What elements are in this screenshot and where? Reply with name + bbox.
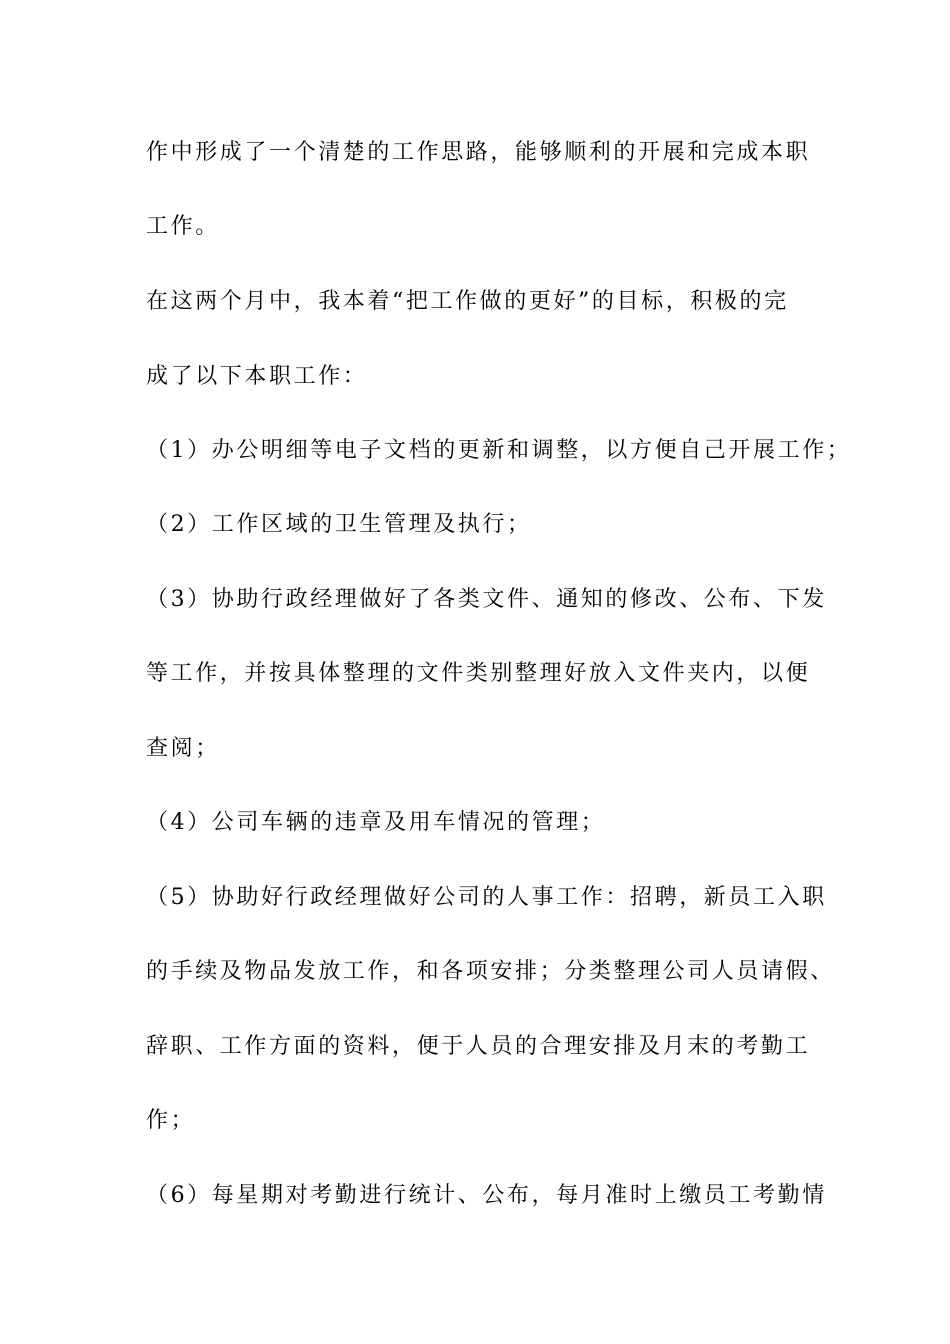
- text-line: 作中形成了一个清楚的工作思路，能够顺利的开展和完成本职: [146, 140, 811, 165]
- text-line: 等工作，并按具体整理的文件类别整理好放入文件夹内，以便: [146, 661, 811, 686]
- text-line: 工作。: [146, 214, 220, 239]
- list-item-5: （5）协助好行政经理做好公司的人事工作：招聘，新员工入职: [146, 885, 827, 910]
- list-item-4: （4）公司车辆的违章及用车情况的管理；: [146, 810, 606, 835]
- text-line: 作；: [146, 1108, 196, 1133]
- text-line: 辞职、工作方面的资料，便于人员的合理安排及月末的考勤工: [146, 1034, 811, 1059]
- list-item-1: （1）办公明细等电子文档的更新和调整，以方便自己开展工作；: [146, 438, 852, 463]
- text-line: 查阅；: [146, 736, 220, 761]
- text-line: 成了以下本职工作：: [146, 364, 368, 389]
- list-item-6: （6）每星期对考勤进行统计、公布，每月准时上缴员工考勤情: [146, 1183, 827, 1208]
- text-line: 在这两个月中，我本着“把工作做的更好”的目标，积极的完: [146, 289, 789, 314]
- list-item-3: （3）协助行政经理做好了各类文件、通知的修改、公布、下发: [146, 587, 827, 612]
- text-line: 的手续及物品发放工作，和各项安排；分类整理公司人员请假、: [146, 959, 835, 984]
- list-item-2: （2）工作区域的卫生管理及执行；: [146, 512, 532, 537]
